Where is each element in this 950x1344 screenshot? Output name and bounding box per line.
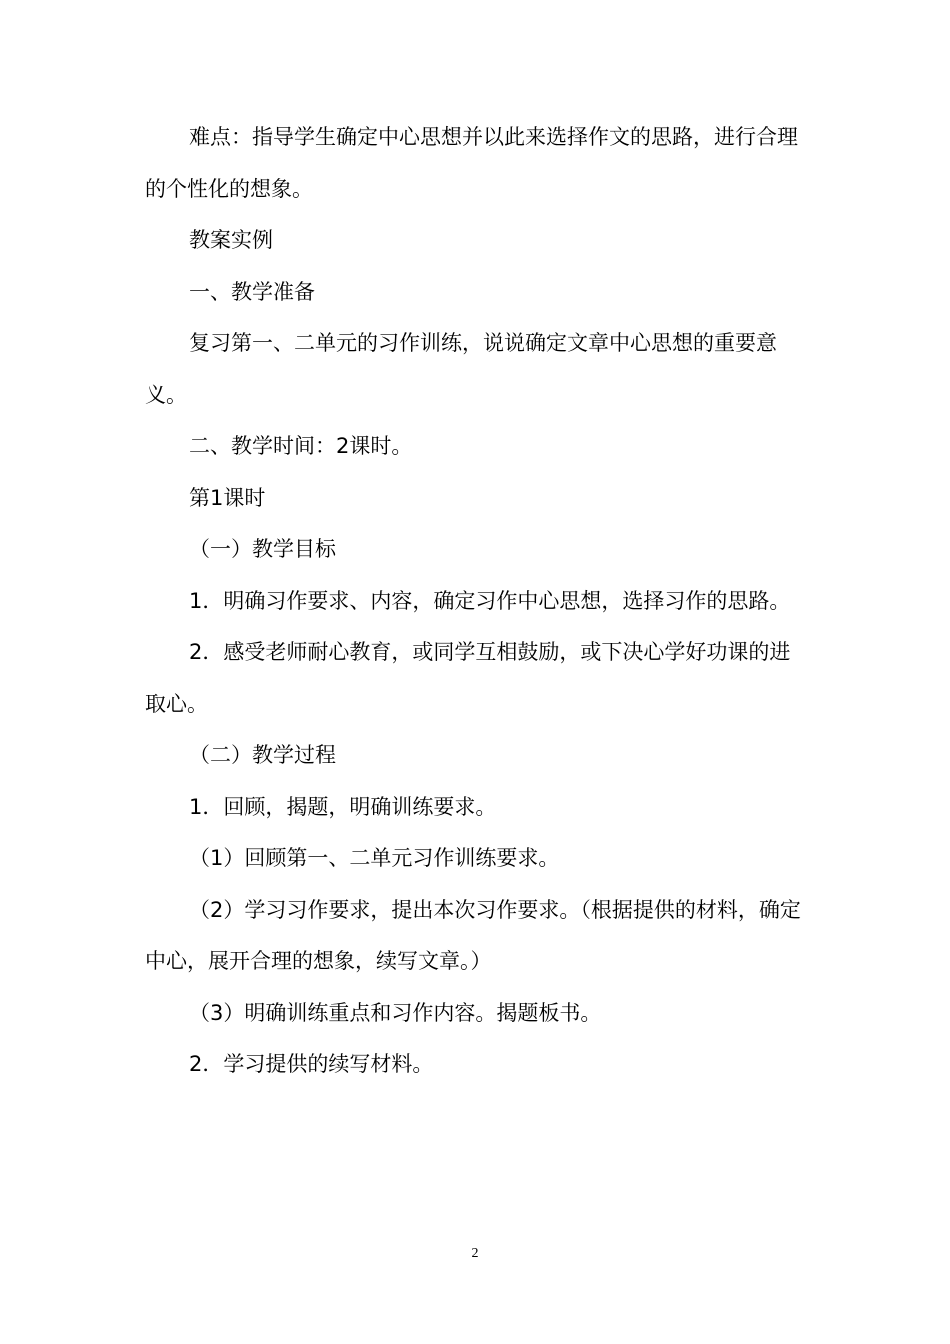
list-item-goal-1: 1．明确习作要求、内容，确定习作中心思想，选择习作的思路。 xyxy=(189,588,791,613)
list-item-process-1-3: （3）明确训练重点和习作内容。揭题板书。 xyxy=(189,1000,602,1025)
paragraph-review: 复习第一、二单元的习作训练，说说确定文章中心思想的重要意义。 xyxy=(145,331,777,407)
paragraph-difficulty: 难点：指导学生确定中心思想并以此来选择作文的思路，进行合理的个性化的想象。 xyxy=(145,125,798,201)
heading-teaching-preparation: 一、教学准备 xyxy=(189,279,315,304)
heading-teaching-time: 二、教学时间：2课时。 xyxy=(189,434,413,458)
heading-lesson-1: 第1课时 xyxy=(189,485,266,510)
list-item-process-2: 2．学习提供的续写材料。 xyxy=(189,1052,434,1076)
heading-teaching-process: （二）教学过程 xyxy=(189,743,336,767)
list-item-process-1: 1．回顾，揭题，明确训练要求。 xyxy=(189,794,497,819)
document-body xyxy=(145,112,810,1091)
paragraph-lesson-example: 教案实例 xyxy=(189,228,273,252)
list-item-process-1-1: （1）回顾第一、二单元习作训练要求。 xyxy=(189,846,560,870)
heading-teaching-goals: （一）教学目标 xyxy=(189,537,336,561)
list-item-process-1-2: （2）学习习作要求，提出本次习作要求。（根据提供的材料，确定中心，展开合理的想象，续写文章。） xyxy=(145,897,801,973)
list-item-goal-2: 2．感受老师耐心教育，或同学互相鼓励，或下决心学好功课的进取心。 xyxy=(145,640,791,716)
page-number: 2 xyxy=(471,1246,479,1261)
